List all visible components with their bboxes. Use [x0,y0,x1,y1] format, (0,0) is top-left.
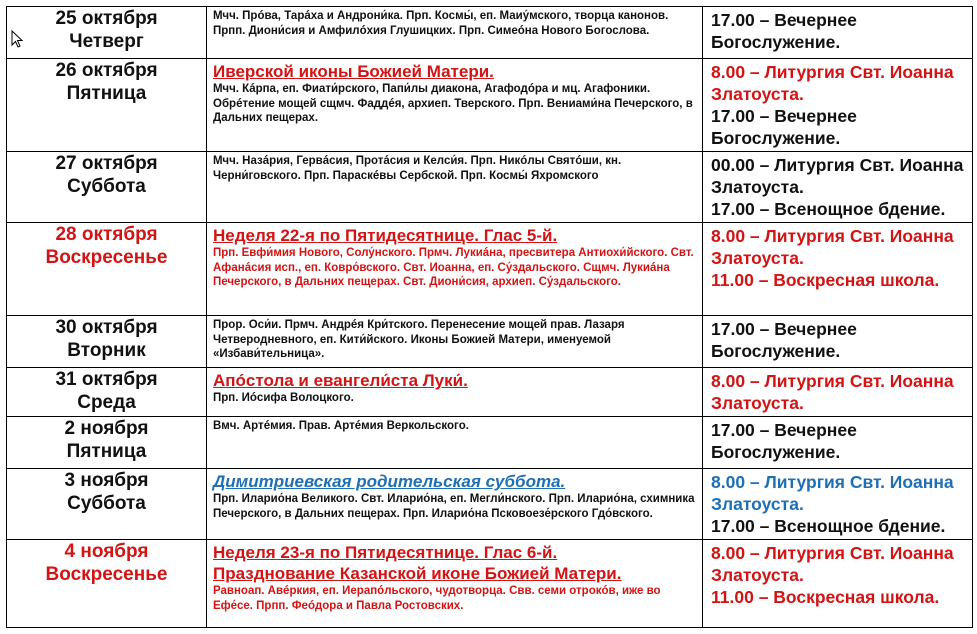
description-cell [207,7,703,59]
service-event: 17.00 – Вечернее Богослужение. [711,106,857,148]
date-label: 25 октября [55,8,158,29]
weekday-label: Суббота [67,493,146,514]
service-time-cell [703,59,973,152]
schedule-row [7,469,973,540]
feast-headline: Неделя 23-я по Пятидесятнице. Глас 6-й. [213,543,558,562]
feast-headline: Апóстола и евангели́ста Луки́. [213,371,468,390]
date-cell [7,417,207,469]
schedule-table [6,6,973,628]
service-time-cell [703,540,973,628]
feast-headline: Неделя 22-я по Пятидесятнице. Глас 5-й. [213,226,558,245]
schedule-row [7,223,973,316]
saints-commemoration: Прор. Оси́и. Прмч. Андрéя Кри́тского. Перенесение мощей прав. Лазаря Четверодневного, еп. Кити́йского. Иконы Божией Матери, именуемой «Избави́тельница». [213,319,625,360]
description-cell [207,417,703,469]
description-cell [207,223,703,316]
weekday-label: Суббота [67,176,146,197]
date-label: 2 ноября [64,418,149,439]
weekday-label: Пятница [66,441,147,462]
service-event: 17.00 – Всенощное бдение. [711,516,946,536]
weekday-label: Воскресенье [45,564,168,585]
saints-commemoration: Мчч. Кáрпа, еп. Фиати́рского, Папи́лы диакона, Агафодóра и мц. Агафоники. Обрéтение мощей сщмч. Фаддéя, архиеп. Тверского. Прп. Вениами́на Печерского, в Дальних пещерах. [213,83,693,124]
description-cell [207,368,703,417]
saints-commemoration: Мчч. Прóва, Тарáха и Андрони́ка. Прп. Космы́, еп. Маиу́мского, творца канонов. Прпп. Диони́сия и Амфилóхия Глушицких. Прп. Симеóна Нового Богослова. [213,10,669,37]
weekday-label: Вторник [67,340,146,361]
schedule-row [7,7,973,59]
service-event: 8.00 – Литургия Свт. Иоанна Златоуста. [711,62,954,104]
weekday-label: Воскресенье [45,247,168,268]
service-event: 17.00 – Вечернее Богослужение. [711,319,857,361]
schedule-row [7,368,973,417]
service-event: 11.00 – Воскресная школа. [711,587,940,607]
date-cell [7,7,207,59]
date-label: 30 октября [55,317,158,338]
date-label: 26 октября [55,60,158,81]
service-time-cell [703,223,973,316]
description-cell [207,540,703,628]
date-cell [7,223,207,316]
description-cell [207,316,703,368]
weekday-label: Четверг [69,31,144,52]
date-label: 3 ноября [64,470,149,491]
service-time-cell [703,368,973,417]
service-event: 17.00 – Вечернее Богослужение. [711,420,857,462]
saints-commemoration: Прп. Евфи́мия Нового, Солу́нского. Прмч. Лукиáна, пресвитера Антиохи́йского. Свт. Афанáсия исп., еп. Ковро́вского. Свт. Иоанна, еп. Су́здальского. Сщмч. Лукиáна Печерского, в Дальних пещерах. Свт. Диони́сия, архиеп. Су́здальского. [213,247,694,288]
date-label: 31 октября [55,369,158,390]
service-event: 17.00 – Всенощное бдение. [711,199,946,219]
saints-commemoration: Вмч. Артéмия. Прав. Артéмия Веркольского. [213,420,469,432]
date-cell [7,59,207,152]
date-label: 28 октября [55,224,158,245]
feast-headline: Иверской иконы Божией Матери. [213,62,494,81]
service-time-cell [703,469,973,540]
service-event: 8.00 – Литургия Свт. Иоанна Златоуста. [711,371,954,413]
service-time-cell [703,417,973,469]
date-cell [7,469,207,540]
service-time-cell [703,7,973,59]
service-event: 8.00 – Литургия Свт. Иоанна Златоуста. [711,543,954,585]
feast-headline: Димитриевская родительская суббота. [213,472,566,491]
schedule-row [7,59,973,152]
date-label: 27 октября [55,153,158,174]
saints-commemoration: Прп. Иóсифа Волоцкого. [213,392,354,404]
schedule-row [7,152,973,223]
date-label: 4 ноября [64,541,149,562]
date-cell [7,368,207,417]
service-event: 11.00 – Воскресная школа. [711,270,940,290]
date-cell [7,540,207,628]
saints-commemoration: Равноап. Авéркия, еп. Иерапóльского, чудотворца. Свв. семи отрокóв, иже во Ефе́се. Прпп. Феóдора и Павла Ростовских. [213,585,661,612]
description-cell [207,469,703,540]
description-cell [207,59,703,152]
service-time-cell [703,152,973,223]
service-event: 8.00 – Литургия Свт. Иоанна Златоуста. [711,226,954,268]
schedule-row [7,316,973,368]
feast-headline-secondary: Празднование Казанской иконе Божией Матери. [213,564,622,583]
saints-commemoration: Прп. Иларио́на Великого. Свт. Иларио́на, еп. Мегли́нского. Прп. Иларио́на, схимника Печерского, в Дальних пещерах. Прп. Иларио́на Псковоезе́рского Гдо́вского. [213,493,695,520]
schedule-row [7,540,973,628]
date-cell [7,152,207,223]
service-event: 17.00 – Вечернее Богослужение. [711,10,857,52]
service-time-cell [703,316,973,368]
weekday-label: Пятница [66,83,147,104]
date-cell [7,316,207,368]
service-event: 8.00 – Литургия Свт. Иоанна Златоуста. [711,472,954,514]
schedule-row [7,417,973,469]
saints-commemoration: Мчч. Назáрия, Гервáсия, Протáсия и Келси́я. Прп. Никóлы Святóши, кн. Черни́говского. Прп. Параскéвы Сербской. Прп. Космы́ Яхромского [213,155,622,182]
service-event: 00.00 – Литургия Свт. Иоанна Златоуста. [711,155,964,197]
description-cell [207,152,703,223]
weekday-label: Среда [77,392,136,413]
